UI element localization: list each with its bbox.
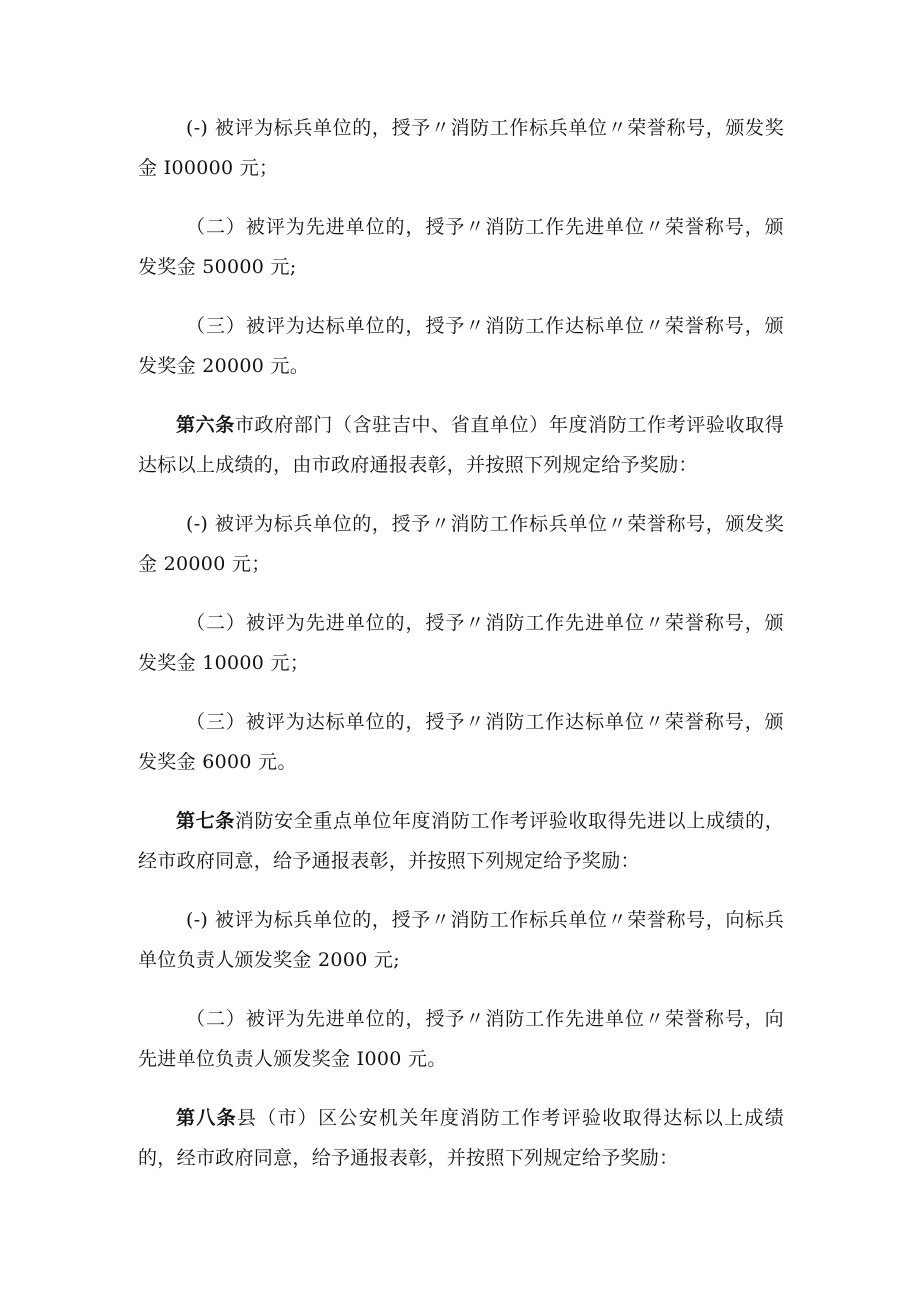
article-heading: 第七条	[176, 810, 235, 832]
item-paragraph: （二）被评为先进单位的，授予〃消防工作先进单位〃荣誉称号，向先进单位负责人颁发奖金 I000 元。	[138, 1008, 784, 1070]
item-paragraph: （三）被评为达标单位的，授予〃消防工作达标单位〃荣誉称号，颁发奖金 20000 元。	[138, 315, 784, 377]
item-paragraph: （三）被评为达标单位的，授予〃消防工作达标单位〃荣誉称号，颁发奖金 6000 元。	[138, 711, 784, 773]
article-heading: 第六条	[176, 414, 235, 436]
article-body: 县（市）区公安机关年度消防工作考评验收取得达标以上成绩的，经市政府同意，给予通报表彰，并按照下列规定给予奖励：	[138, 1107, 784, 1169]
article-paragraph	[138, 405, 784, 485]
article-paragraph	[138, 1098, 784, 1178]
item-paragraph: (-) 被评为标兵单位的，授予〃消防工作标兵单位〃荣誉称号，颁发奖金 I00000 元；	[138, 117, 784, 179]
article-body: 市政府部门（含驻吉中、省直单位）年度消防工作考评验收取得达标以上成绩的，由市政府通报表彰，并按照下列规定给予奖励：	[138, 414, 784, 476]
article-heading: 第八条	[176, 1107, 237, 1129]
document-page	[138, 108, 784, 1197]
item-paragraph: （二）被评为先进单位的，授予〃消防工作先进单位〃荣誉称号，颁发奖金 50000 元;	[138, 216, 784, 278]
item-paragraph: （二）被评为先进单位的，授予〃消防工作先进单位〃荣誉称号，颁发奖金 10000 元；	[138, 612, 784, 674]
article-paragraph	[138, 801, 784, 881]
item-paragraph: (-) 被评为标兵单位的，授予〃消防工作标兵单位〃荣誉称号，向标兵单位负责人颁发奖金 2000 元;	[138, 909, 784, 971]
article-body: 消防安全重点单位年度消防工作考评验收取得先进以上成绩的，经市政府同意，给予通报表彰，并按照下列规定给予奖励：	[138, 810, 784, 872]
item-paragraph: (-) 被评为标兵单位的，授予〃消防工作标兵单位〃荣誉称号，颁发奖金 20000 元；	[138, 513, 784, 575]
